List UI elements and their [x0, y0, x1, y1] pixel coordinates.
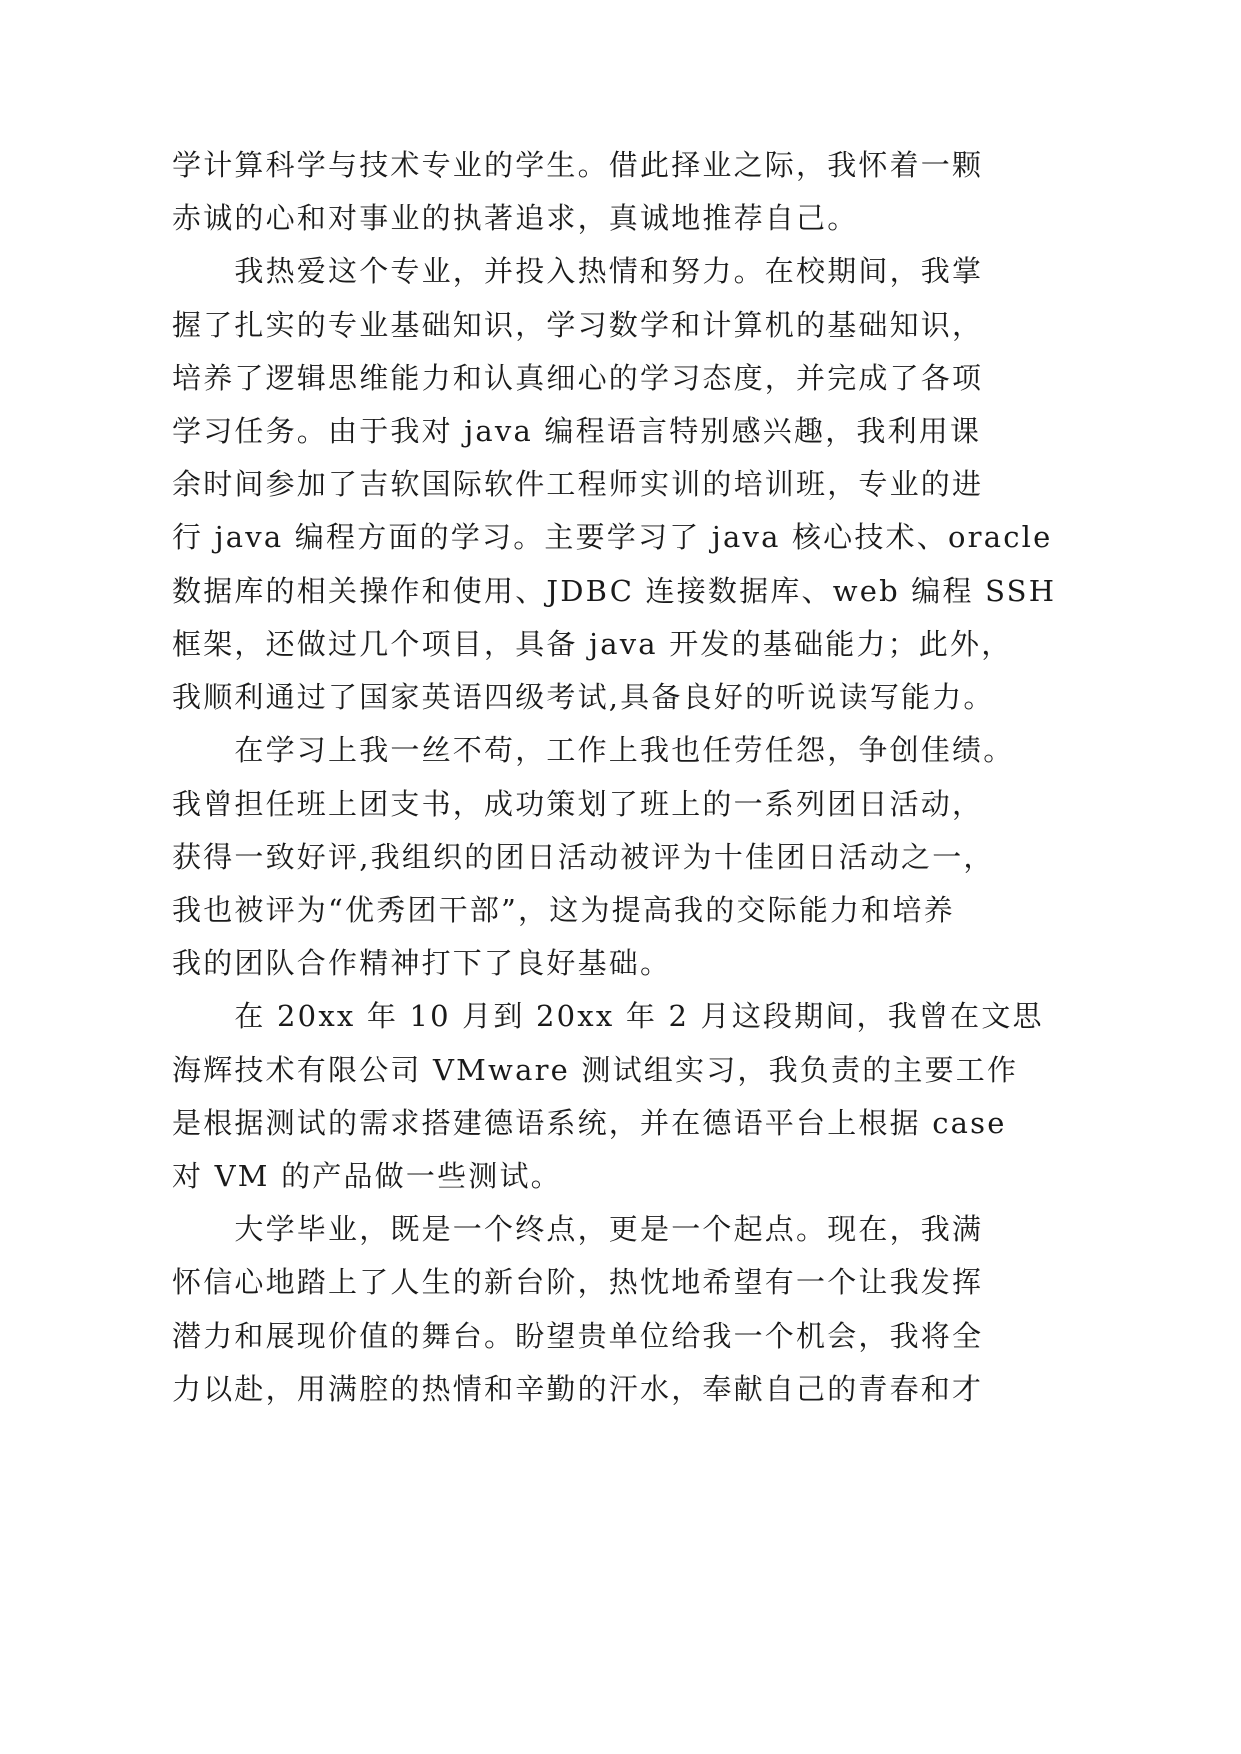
text-line: 在 20xx 年 10 月到 20xx 年 2 月这段期间，我曾在文思 [172, 999, 1044, 1033]
text-line: 数据库的相关操作和使用、JDBC 连接数据库、web 编程 SSH [172, 574, 1057, 608]
text-line: 行 java 编程方面的学习。主要学习了 java 核心技术、oracle [172, 520, 1053, 554]
text-line: 对 VM 的产品做一些测试。 [172, 1159, 562, 1193]
text-line: 我的团队合作精神打下了良好基础。 [172, 946, 672, 980]
text-line: 我也被评为“优秀团干部”，这为提高我的交际能力和培养 [172, 893, 955, 927]
text-line: 我曾担任班上团支书，成功策划了班上的一系列团日活动， [172, 787, 984, 821]
text-line: 我热爱这个专业，并投入热情和努力。在校期间，我掌 [172, 254, 984, 288]
text-line: 大学毕业，既是一个终点，更是一个起点。现在，我满 [172, 1212, 984, 1246]
text-line: 培养了逻辑思维能力和认真细心的学习态度，并完成了各项 [172, 361, 984, 395]
text-line: 赤诚的心和对事业的执著追求，真诚地推荐自己。 [172, 201, 859, 235]
text-line: 我顺利通过了国家英语四级考试,具备良好的听说读写能力。 [172, 680, 995, 714]
text-line: 海辉技术有限公司 VMware 测试组实习，我负责的主要工作 [172, 1053, 1019, 1087]
text-line: 是根据测试的需求搭建德语系统，并在德语平台上根据 case [172, 1106, 1007, 1140]
text-line: 怀信心地踏上了人生的新台阶，热忱地希望有一个让我发挥 [172, 1265, 984, 1299]
text-line: 学计算科学与技术专业的学生。借此择业之际，我怀着一颗 [172, 148, 984, 182]
text-line: 学习任务。由于我对 java 编程语言特别感兴趣，我利用课 [172, 414, 982, 448]
text-line: 在学习上我一丝不苟，工作上我也任劳任怨，争创佳绩。 [172, 733, 1015, 767]
text-line: 力以赴，用满腔的热情和辛勤的汗水，奉献自己的青春和才 [172, 1372, 984, 1406]
text-line: 潜力和展现价值的舞台。盼望贵单位给我一个机会，我将全 [172, 1319, 984, 1353]
text-line: 握了扎实的专业基础知识，学习数学和计算机的基础知识， [172, 308, 984, 342]
text-line: 框架，还做过几个项目，具备 java 开发的基础能力；此外， [172, 627, 1013, 661]
text-line: 余时间参加了吉软国际软件工程师实训的培训班，专业的进 [172, 467, 984, 501]
text-line: 获得一致好评,我组织的团日活动被评为十佳团日活动之一， [172, 840, 995, 874]
